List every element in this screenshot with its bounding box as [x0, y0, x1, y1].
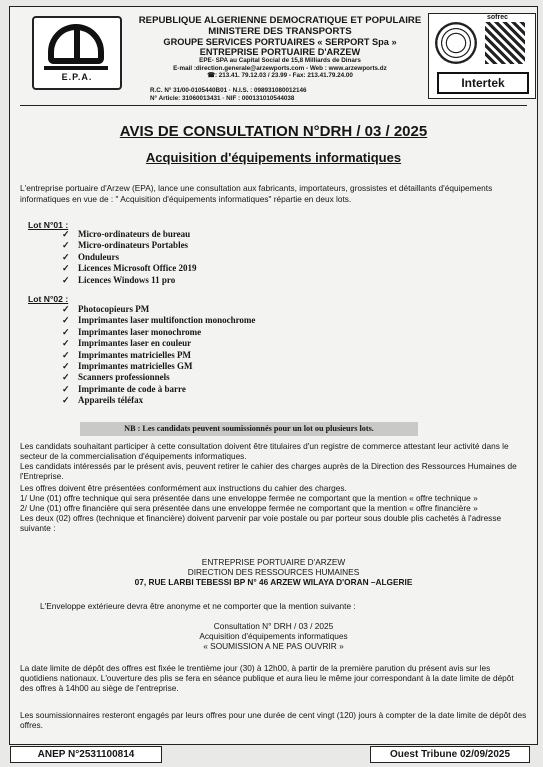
publication-source: Ouest Tribune 02/09/2025: [370, 746, 530, 763]
certification-seal-icon: [485, 22, 525, 64]
header-line-email: E-mail :direction.generale@arzewports.com - Web : www.arzewports.dz: [173, 64, 387, 72]
envelope-note: L'Enveloppe extérieure devra être anonyme et ne comporter que la mention suivante :: [40, 601, 356, 611]
checkmark-icon: ✓: [62, 338, 70, 349]
checkmark-icon: ✓: [62, 360, 70, 371]
checkmark-icon: ✓: [62, 263, 70, 274]
checkmark-icon: ✓: [62, 395, 70, 406]
certification-logo: [428, 13, 536, 99]
intertek-label: Intertek: [437, 72, 529, 94]
envelope-line-3: « SOUMISSION A NE PAS OUVRIR »: [203, 641, 344, 651]
epa-logo: [32, 16, 122, 90]
list-item: ✓ Imprimantes laser en couleur: [62, 338, 192, 349]
header-line-ministry: MINISTERE DES TRANSPORTS: [208, 26, 352, 37]
checkmark-icon: ✓: [62, 251, 70, 262]
lot1-list: [62, 229, 197, 286]
conditions-block: [20, 441, 527, 533]
document-page: [9, 6, 538, 745]
address-line-1: ENTREPRISE PORTUAIRE D'ARZEW: [201, 557, 346, 567]
checkmark-icon: ✓: [62, 274, 70, 285]
lot2-list: [62, 304, 255, 407]
logo-base-shape: [44, 66, 108, 70]
address-line-3: 07, RUE LARBI TEBESSI BP N° 46 ARZEW WILAYA D'ORAN –ALGERIE: [134, 577, 413, 587]
cert-label: sofrec: [487, 14, 509, 21]
paragraph-offer-financial: 2/ Une (01) offre financière qui sera présentée dans une enveloppe fermée ne comportant que la mention « offre financière »: [20, 503, 478, 513]
list-item: ✓ Licences Microsoft Office 2019: [62, 263, 197, 274]
address-block: [10, 557, 537, 587]
header-divider: [20, 105, 527, 106]
checkmark-icon: ✓: [62, 326, 70, 337]
checkmark-icon: ✓: [62, 304, 70, 314]
registry-info: [150, 87, 430, 102]
list-item: ✓ Photocopieurs PM: [62, 304, 150, 314]
checkmark-icon: ✓: [62, 372, 70, 383]
list-item: ✓ Imprimantes matricielles GM: [62, 360, 193, 371]
list-item: ✓ Onduleurs: [62, 251, 120, 262]
envelope-mention-block: [10, 621, 537, 651]
header-line-company: ENTREPRISE PORTUAIRE D'ARZEW: [199, 47, 361, 57]
logo-bar-shape: [74, 30, 80, 64]
lot2-label: Lot N°02 :: [28, 294, 69, 304]
globe-icon: [435, 22, 477, 64]
list-item: ✓ Micro-ordinateurs de bureau: [62, 229, 191, 239]
envelope-line-2: Acquisition d'équipements informatiques: [199, 631, 348, 641]
header-line-group: GROUPE SERVICES PORTUAIRES « SERPORT Spa »: [163, 37, 397, 47]
list-item: ✓ Micro-ordinateurs Portables: [62, 240, 189, 251]
validity-paragraph: Les soumissionnaires resteront engagés par leurs offres pour une durée de cent vingt (120) jours à compter de la date limite de dépôt des offres.: [20, 710, 527, 730]
checkmark-icon: ✓: [62, 315, 70, 326]
list-item: ✓ Licences Windows 11 pro: [62, 274, 176, 285]
paragraph-offers: Les offres doivent être présentées conformément aux instructions du cahier des charges.: [20, 483, 347, 493]
deadline-paragraph: La date limite de dépôt des offres est fixée le trentième jour (30) à 12h00, à partir de la première parution du présent avis sur les quotidiens nationaux. L'ouverture des plis se fera en séance publique et aura lieu le même jour correspondant à la date limite de dépôt des offres à 14h00 au siège de l'entreprise.: [20, 663, 514, 693]
paragraph-registry: Les candidats souhaitant participer à cette consultation doivent être titulaires d'un registre de commerce attestant leur activité dans le secteur de la commercialisation d'équipements informatiques.: [20, 441, 509, 461]
lot1-label: Lot N°01 :: [28, 220, 69, 230]
list-item: ✓ Imprimantes laser monochrome: [62, 326, 202, 337]
anep-reference: ANEP N°2531100814: [10, 746, 162, 763]
list-item: ✓ Appareils téléfax: [62, 395, 144, 406]
checkmark-icon: ✓: [62, 240, 70, 251]
list-item: ✓ Scanners professionnels: [62, 372, 170, 383]
list-item: ✓ Imprimante de code à barre: [62, 383, 186, 394]
list-item: ✓ Imprimantes matricielles PM: [62, 349, 191, 360]
paragraph-submission: Les deux (02) offres (technique et financière) doivent parvenir par voie postale ou par porteur sous double plis cachetés à l'adresse suivante :: [20, 513, 502, 533]
paragraph-withdraw: Les candidats intéressés par le présent avis, peuvent retirer le cahier des charges auprès de la Direction des Ressources Humaines de l'Entreprise.: [20, 461, 517, 481]
paragraph-offer-technical: 1/ Une (01) offre technique qui sera présentée dans une enveloppe fermée ne comportant que la mention « offre technique »: [20, 493, 478, 503]
list-item: ✓ Imprimantes laser multifonction monochrome: [62, 315, 256, 326]
registry-row-1: R.C. N° 31/00-0105440B01 · N.I.S. : 098931080012146: [150, 87, 307, 94]
notice-title: AVIS DE CONSULTATION N°DRH / 03 / 2025: [119, 123, 428, 140]
letterhead: [124, 15, 436, 80]
intro-paragraph: L'entreprise portuaire d'Arzew (EPA), lance une consultation aux fabricants, importateurs, grossistes et détaillants d'équipements informatiques en vue de : " Acquisition d'équipements informatiques" répartie en deux lots.: [20, 183, 493, 204]
checkmark-icon: ✓: [62, 229, 70, 239]
logo-text: E.P.A.: [61, 72, 93, 82]
header-line-republic: REPUBLIQUE ALGERIENNE DEMOCRATIQUE ET POPULAIRE: [138, 15, 422, 26]
notice-subtitle: Acquisition d'équipements informatiques: [145, 150, 402, 165]
header-line-capital: EPE- SPA au Capital Social de 15,8 Milliards de Dinars: [199, 57, 361, 64]
registry-row-2: N° Article: 31060013431 · NIF : 000131010544038: [150, 94, 295, 102]
address-line-2: DIRECTION DES RESSOURCES HUMAINES: [187, 567, 360, 577]
checkmark-icon: ✓: [62, 383, 70, 394]
nb-note: NB : Les candidats peuvent soumissionnés pour un lot ou plusieurs lots.: [80, 422, 418, 436]
checkmark-icon: ✓: [62, 349, 70, 360]
header-line-tel: ☎: 213.41. 79.12.03 / 23.99 - Fax: 213.41.79.24.00: [207, 72, 353, 80]
envelope-line-1: Consultation N° DRH / 03 / 2025: [213, 621, 334, 631]
